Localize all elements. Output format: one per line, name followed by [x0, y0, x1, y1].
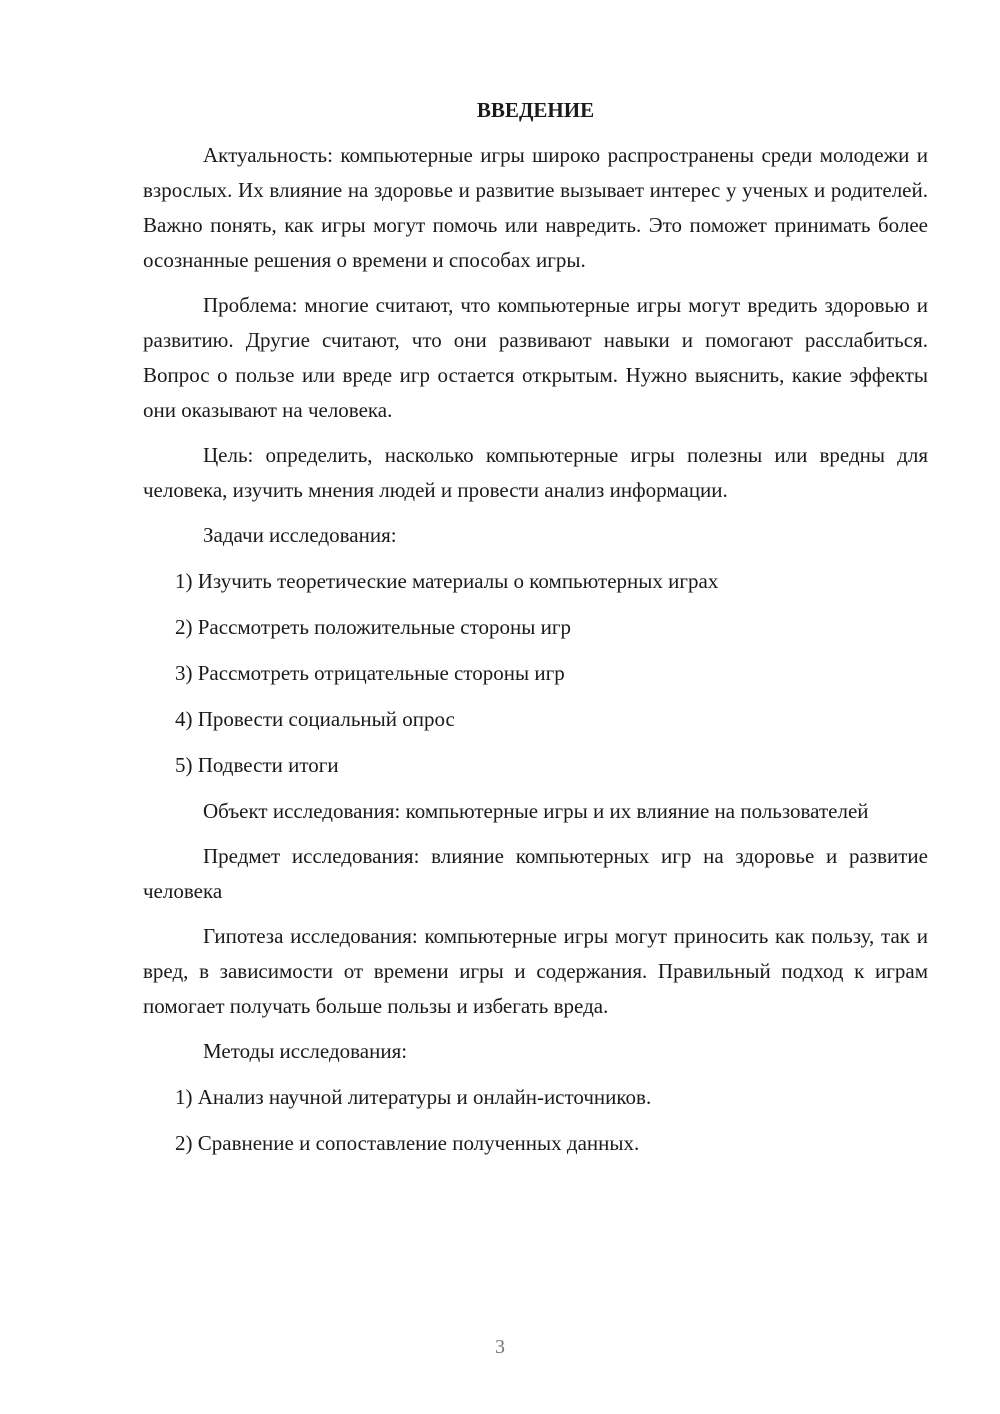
object-paragraph: Объект исследования: компьютерные игры и их влияние на пользователей [203, 799, 869, 823]
tasks-title: Задачи исследования: [203, 523, 397, 547]
method-item: 1) Анализ научной литературы и онлайн-источников. [175, 1085, 652, 1109]
page-content [143, 93, 928, 1172]
problem-paragraph: Проблема: многие считают, что компьютерные игры могут вредить здоровью и развитию. Другие считают, что они развивают навыки и помогают расслабиться. Вопрос о пользе или вреде игр остается открытым. Нужно выяснить, какие эффекты они оказывают на человека. [143, 293, 928, 422]
tasks-list [143, 564, 928, 783]
subject-paragraph: Предмет исследования: влияние компьютерных игр на здоровье и развитие человека [143, 844, 928, 903]
page-number: 3 [495, 1336, 505, 1358]
task-item: 5) Подвести итоги [175, 753, 339, 777]
relevance-paragraph: Актуальность: компьютерные игры широко распространены среди молодежи и взрослых. Их влияние на здоровье и развитие вызывает интерес у ученых и родителей. Важно понять, как игры могут помочь или навредить. Это поможет принимать более осознанные решения о времени и способах игры. [143, 143, 928, 272]
task-item: 3) Рассмотреть отрицательные стороны игр [175, 661, 565, 685]
task-item: 4) Провести социальный опрос [175, 707, 455, 731]
goal-paragraph: Цель: определить, насколько компьютерные игры полезны или вредны для человека, изучить мнения людей и провести анализ информации. [143, 443, 928, 502]
methods-title: Методы исследования: [203, 1039, 408, 1063]
task-item: 2) Рассмотреть положительные стороны игр [175, 615, 571, 639]
method-item: 2) Сравнение и сопоставление полученных данных. [175, 1131, 640, 1155]
methods-list [143, 1080, 928, 1161]
task-item: 1) Изучить теоретические материалы о компьютерных играх [175, 569, 719, 593]
hypothesis-paragraph: Гипотеза исследования: компьютерные игры могут приносить как пользу, так и вред, в зависимости от времени игры и содержания. Правильный подход к играм помогает получать больше пользы и избегать вреда. [143, 924, 928, 1018]
section-heading: ВВЕДЕНИЕ [476, 98, 595, 122]
